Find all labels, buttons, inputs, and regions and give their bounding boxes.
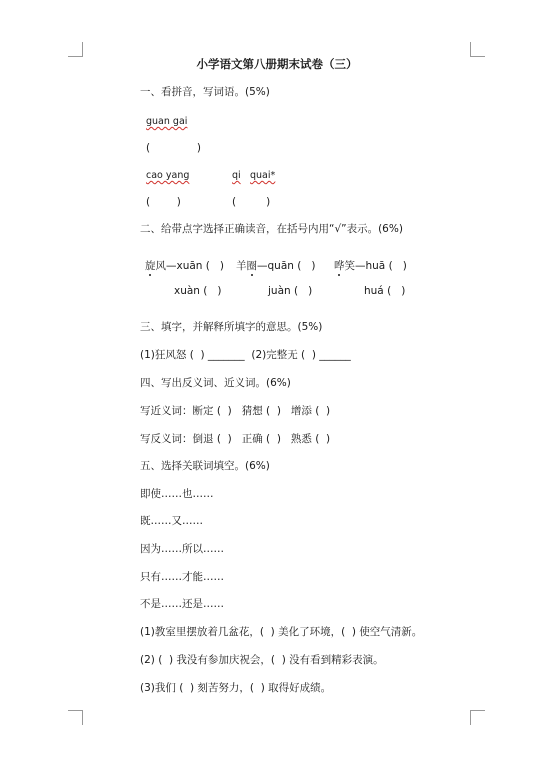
dotted-char: 旋	[145, 260, 156, 272]
fill-word-line: (1)狂风怒 ( ) _______ (2)完整无 ( ) ______	[140, 349, 351, 361]
conjunction-pair: 只有……才能……	[140, 571, 224, 583]
section-2-heading: 二、给带点字选择正确读音，在括号内用“√”表示。(6%)	[140, 223, 403, 235]
crop-mark-top-right	[470, 42, 485, 57]
section-5-heading: 五、选择关联词填空。(6%)	[140, 460, 270, 472]
pinyin-quai: quai*	[250, 170, 276, 181]
reading-item-1-alt: xuàn ( )	[174, 285, 222, 297]
pinyin-cao-yang: cao yang	[146, 170, 190, 181]
answer-paren-3: ( )	[232, 196, 271, 208]
question-3: (3)我们 ( ) 刻苦努力，( ) 取得好成绩。	[140, 682, 332, 694]
reading-item-3: 哗笑—huā ( )	[334, 260, 407, 272]
reading-item-1: 旋风—xuān ( )	[145, 260, 225, 272]
section-4-heading: 四、写出反义词、近义词。(6%)	[140, 377, 291, 389]
synonym-line: 写近义词：断定 ( ) 猜想 ( ) 增添 ( )	[140, 405, 331, 417]
crop-mark-bottom-left	[68, 710, 83, 725]
conjunction-pair: 即使……也……	[140, 488, 214, 500]
antonym-line: 写反义词：倒退 ( ) 正确 ( ) 熟悉 ( )	[140, 433, 331, 445]
dotted-char: 哗	[334, 260, 345, 272]
conjunction-pair: 因为……所以……	[140, 543, 224, 555]
crop-mark-top-left	[68, 42, 83, 57]
answer-paren-1: ( )	[146, 142, 201, 154]
question-2: (2) ( ) 我没有参加庆祝会，( ) 没有看到精彩表演。	[140, 654, 384, 666]
dotted-char: 圈	[246, 260, 257, 272]
reading-item-2-alt: juàn ( )	[268, 285, 313, 297]
answer-paren-2: ( )	[146, 196, 181, 208]
pinyin-guan-gai: guan gai	[146, 116, 188, 127]
pinyin-qi: qi	[232, 170, 241, 181]
question-1: (1)教室里摆放着几盆花，( ) 美化了环境，( ) 使空气清新。	[140, 626, 423, 638]
crop-mark-bottom-right	[470, 710, 485, 725]
section-3-heading: 三、填字，并解释所填字的意思。(5%)	[140, 321, 323, 333]
reading-item-3-alt: huá ( )	[364, 285, 406, 297]
section-1-heading: 一、看拼音，写词语。(5%)	[140, 86, 270, 98]
reading-item-2: 羊圈—quān ( )	[236, 260, 316, 272]
conjunction-pair: 不是……还是……	[140, 598, 224, 610]
page-title: 小学语文第八册期末试卷（三）	[196, 57, 358, 71]
conjunction-pair: 既……又……	[140, 515, 203, 527]
